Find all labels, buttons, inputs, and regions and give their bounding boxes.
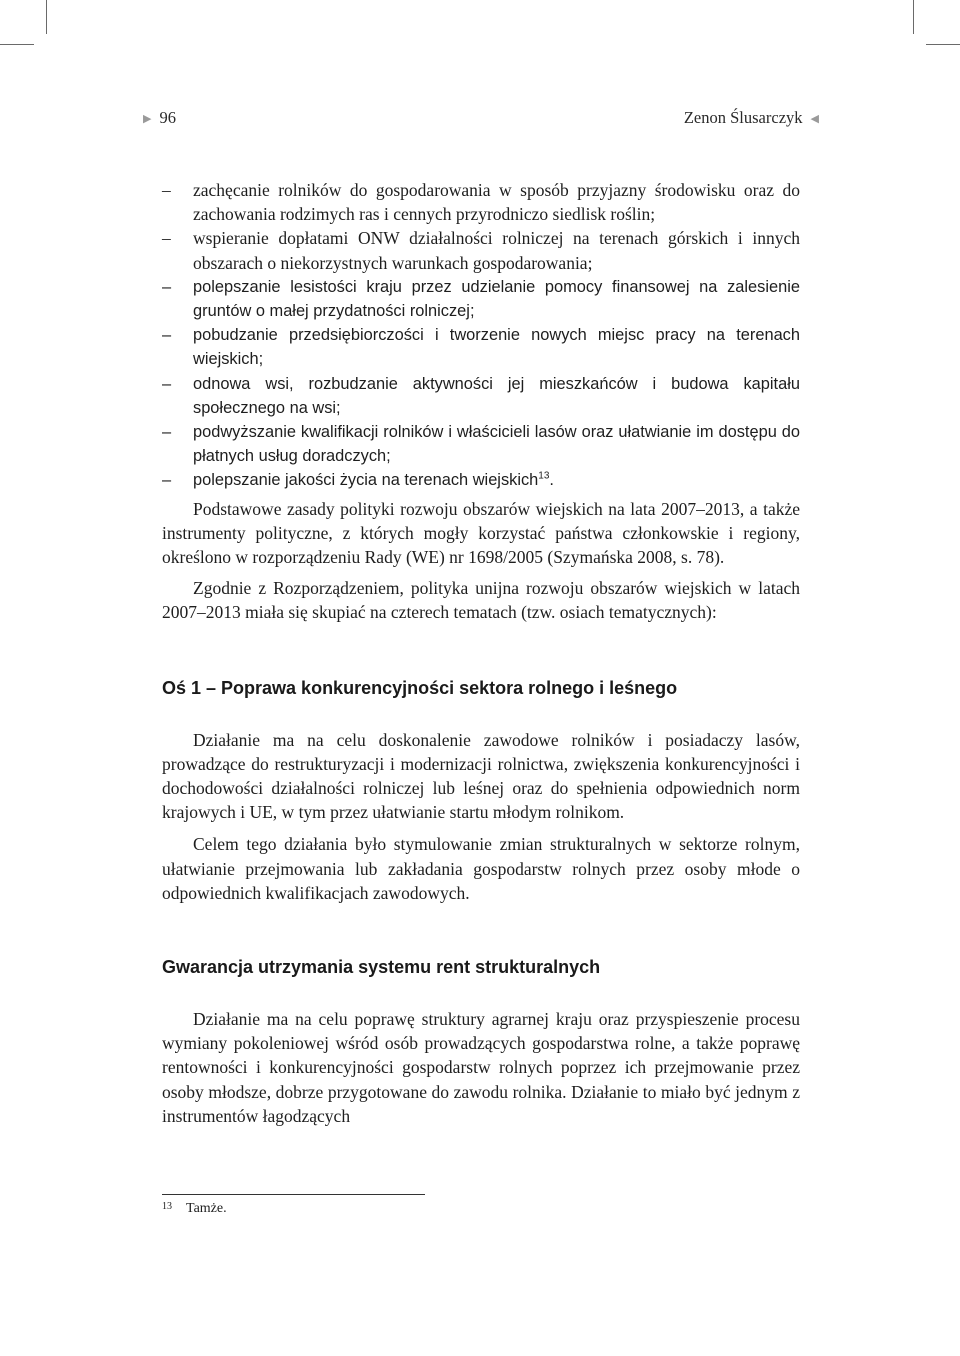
running-header [143, 108, 819, 132]
list-item-text: odnowa wsi, rozbudzanie aktywności jej mieszkańców i budowa kapitału społecznego na wsi; [193, 374, 800, 417]
dash-marker: – [162, 374, 172, 393]
paragraph: Działanie ma na celu doskonalenie zawodowe rolników i posiadaczy lasów, prowadzące do restrukturyzacji i modernizacji rolnictwa, zwiększenia konkurencyjności i dochodowości działalności rolniczej lub leśnej oraz do spełnienia odpowiednich norm krajowych i UE, w tym przez ułatwianie startu młodym rolnikom. [162, 729, 800, 823]
list-item-end: . [549, 471, 554, 490]
list-item-text: wspieranie dopłatami ONW działalności rolniczej na terenach górskich i innych obszarach o niekorzystnych warunkach gospodarowania; [193, 228, 800, 273]
crop-mark-top-left-vertical [46, 0, 47, 34]
header-author: Zenon Ślusarczyk [683, 108, 803, 127]
dash-marker: – [162, 423, 172, 442]
crop-mark-top-right-vertical [913, 0, 914, 34]
dash-marker: – [162, 228, 171, 249]
dash-marker: – [162, 326, 172, 345]
paragraph: Podstawowe zasady polityki rozwoju obszarów wiejskich na lata 2007–2013, a także instrumenty polityczne, z których mogły korzystać państwa członkowskie i regiony, określono w rozporządzeniu Rady (WE) nr 1698/2005 (Szymańska 2008, s. 78). [162, 498, 800, 568]
list-item-text: polepszanie lesistości kraju przez udzielanie pomocy finansowej na zalesienie gruntów o małej przydatności rolniczej; [193, 277, 800, 321]
footnote-reference[interactable]: 13 [538, 470, 550, 482]
paragraph: Zgodnie z Rozporządzeniem, polityka unijna rozwoju obszarów wiejskich w latach 2007–2013 miała się skupiać na czterech tematach (tzw. osiach tematycznych): [162, 578, 800, 623]
dash-marker: – [162, 277, 172, 296]
crop-mark-top-right [926, 44, 960, 45]
header-left [143, 108, 176, 128]
paragraph: Celem tego działania było stymulowanie zmian strukturalnych w sektorze rolnym, ułatwianie przejmowania lub zakładania gospodarstw rolnych przez osoby młode o odpowiednich kwalifikacjach zawodowych. [162, 834, 800, 903]
footnote [162, 1201, 227, 1217]
page-content [162, 178, 800, 1128]
list-item [162, 420, 800, 468]
triangle-right-icon: ▶ [143, 112, 152, 125]
footnote-separator [162, 1194, 425, 1195]
dash-marker: – [162, 180, 171, 200]
footnote-text: Tamże. [186, 1201, 227, 1216]
list-item [162, 275, 800, 323]
crop-mark-top-left [0, 44, 34, 45]
dash-marker: – [162, 471, 172, 490]
section-heading-os-1: Oś 1 – Poprawa konkurencyjności sektora rolnego i leśnego [162, 677, 678, 698]
list-item-text: podwyższanie kwalifikacji rolników i właścicieli lasów oraz ułatwianie im dostępu do płatnych usług doradczych; [193, 423, 800, 466]
triangle-left-icon: ◀ [810, 112, 819, 125]
page-number: 96 [159, 108, 176, 127]
list-item-text: zachęcanie rolników do gospodarowania w sposób przyjazny środowisku oraz do zachowania rodzimych ras i cennych przyrodniczo siedlisk roślin; [193, 180, 800, 225]
list-item [162, 323, 800, 371]
section-heading-renty: Gwarancja utrzymania systemu rent strukturalnych [162, 957, 601, 978]
list-item [162, 468, 800, 492]
paragraph: Działanie ma na celu poprawę struktury agrarnej kraju oraz przyspieszenie procesu wymiany pokoleniowej wśród osób prowadzących gospodarstwa rolne, a także poprawę rentowności i konkurencyjności gospodarstw rolnych poprzez ich przejmowanie przez osoby młodsze, dobrze przygotowane do zawodu rolnika. Działanie to miało być jednym z instrumentów łagodzących [162, 1009, 800, 1126]
list-item-text: pobudzanie przedsiębiorczości i tworzenie nowych miejsc pracy na terenach wiejskich; [193, 326, 800, 369]
footnote-number: 13 [162, 1201, 172, 1212]
header-right [684, 108, 819, 128]
list-item [162, 178, 800, 226]
list-item [162, 372, 800, 420]
objectives-list [162, 178, 800, 493]
list-item-text: polepszanie jakości życia na terenach wiejskich [193, 471, 539, 490]
list-item [162, 226, 800, 274]
